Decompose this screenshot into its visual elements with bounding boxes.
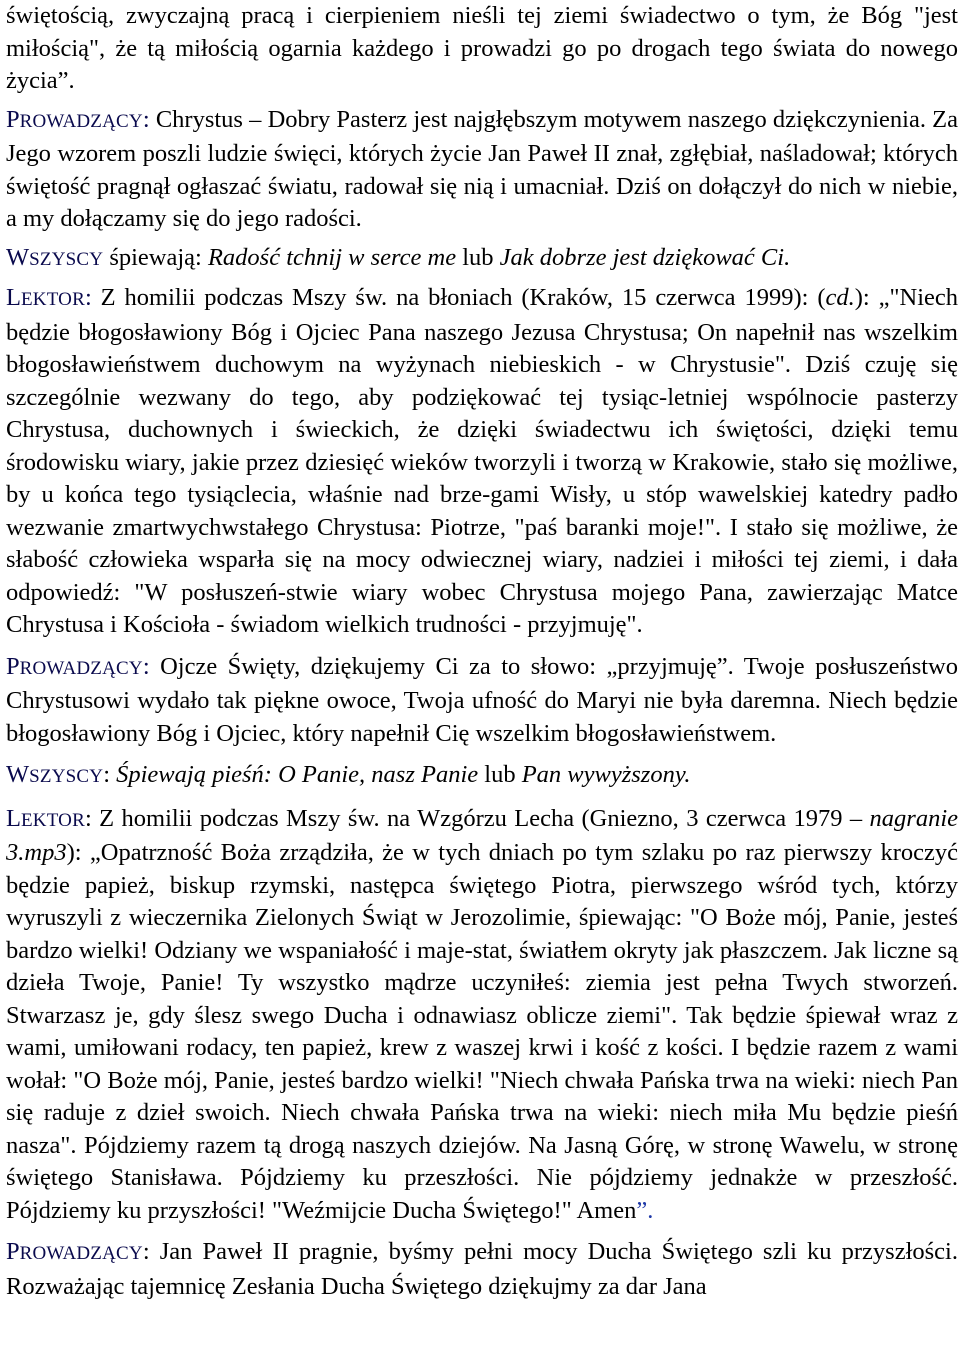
speaker-label: LEKTOR <box>6 804 85 832</box>
paragraph-prowadzacy-1 <box>6 104 958 236</box>
speaker-label: PROWADZĄCY <box>6 1238 143 1265</box>
paragraph-prowadzacy-2 <box>6 651 958 751</box>
paragraph-text: Chrystus – Dobry Pasterz jest najgłębszym motywem naszego dziękczynienia. Za Jego wzorem poszli ludzie święci, których życie Jan Paweł II znał, zgłębiał, naśladował; których świętość pragnął ogłaszać światu, radował się nią i umacniał. Dziś on dołączył do nich w niebie, a my dołączamy się do jego radości. <box>6 105 958 232</box>
paragraph-text: świętością, zwyczajną pracą i cierpieniem nieśli tej ziemi świadectwo o tym, że Bóg "jest miłością", że tą miłością ogarnia każdego i prowadzi go po drogach tego świata do nowego życia”. <box>6 2 958 94</box>
song-title: Radość tchnij w serce me <box>207 243 457 271</box>
speaker-label: PROWADZĄCY: <box>6 105 150 133</box>
paragraph-text: Ojcze Święty, dziękujemy Ci za to słowo: „przyjmuję”. Twoje posłuszeństwo Chrystusowi wydało tak piękne owoce, Twoja ufność do Maryi nie była daremna. Niech będzie błogosławiony Bóg i Ojciec, który napełnił Cię wszelkim błogosławieństwem. <box>6 652 958 747</box>
paragraph-wszyscy-1: WSZYSCY śpiewają: Radość tchnij w serce me lub Jak dobrze jest dziękować Ci. <box>6 243 791 271</box>
paragraph-lektor-2: LEKTOR: Z homilii podczas Mszy św. na Wzgórzu Lecha (Gniezno, 3 czerwca 1979 – nagranie 3.mp3): „Opatrzność Boża zrządziła, że w tych dniach po tym szlaku po raz pierwszy kroczyć będzie papież, biskup rzymski, następca świętego Piotra, pierwszego wśród tych, którzy wyruszyli z wieczernika Zielonych Świąt w Jerozolimie, śpiewając: "O Boże mój, Panie, jesteś bardzo wielki! Odziany we wspaniałość i maje-stat, światłem okryty jak płaszczem. Jak liczne są dzieła Twoje, Panie! Ty wszystko mądrze uczyniłeś: ziemia jest pełna Twych stworzeń. Stwarzasz je, gdy ślesz swego Ducha i odnawiasz oblicze ziemi". Tak będzie śpiewał wraz z wami, umiłowani rodacy, ten papież, krew z waszej krwi i kość z kości. I będzie razem z wami wołał: "O Boże mój, Panie, jesteś bardzo wielki! "Niech chwała Pańska trwa na wieki: niech Pan się raduje z dzieł swoich. Niech chwała Pańska trwa na wieki: niech miła Mu będzie pieśń nasza". Pójdziemy razem tą drogą naszych dziejów. Na Jasną Górę, w stronę Wawelu, w stronę świętego Stanisława. Pójdziemy ku przeszłości. Nie pójdziemy jednakże w przeszłość. Pójdziemy ku przyszłości! "Weźmijcie Ducha Świętego!" Amen”. <box>6 804 958 1224</box>
speaker-label: WSZYSCY <box>6 243 104 271</box>
paragraph-lektor-1: LEKTOR: Z homilii podczas Mszy św. na błoniach (Kraków, 15 czerwca 1999): (cd.): „"Niech będzie błogosławiony Bóg i Ojciec Pana naszego Jezusa Chrystusa; On napełnił nas wszelkim błogosławieństwem duchowym na wyżynach niebieskich - w Chrystusie". Dziś czuję się szczególnie wezwany do tego, aby podziękować tej tysiąc-letniej wspólnocie pasterzy Chrystusa, duchownych i świeckich, że dzięki świadectwu ich świętości, dzięki temu środowisku wiary, jakie przez dziesięć wieków tworzyli i tworzą w Krakowie, stało się możliwe, by u końca tego tysiąclecia, właśnie nad brze-gami Wisły, u stóp wawelskiej katedry padło wezwanie zmartwychwstałego Chrystusa: Piotrze, "paś baranki moje!". I stało się możliwe, że słabość człowieka wsparła się na mocy odwiecznej wiary, nadziei i miłości tej ziemi, i dała odpowiedź: "W posłuszeń-stwie wiary wobec Chrystusa mojego Pana, zawierzając Matce Chrystusa i Kościoła - świadom wielkich trudności - przyjmuję". <box>6 284 958 638</box>
paragraph-wszyscy-2: WSZYSCY: Śpiewają pieśń: O Panie, nasz Panie lub Pan wywyższony. <box>6 761 691 788</box>
song-title: Śpiewają pieśń: O Panie, nasz Panie <box>116 761 479 788</box>
speaker-label: WSZYSCY <box>6 761 104 788</box>
recording-reference: nagranie 3.mp3 <box>6 804 958 866</box>
song-title: Jak dobrze jest dziękować Ci. <box>499 243 791 271</box>
paragraph-intro <box>6 0 958 98</box>
paragraph-prowadzacy-3: PROWADZĄCY: Jan Paweł II pragnie, byśmy pełni mocy Ducha Świętego szli ku przyszłości. Rozważając tajemnicę Zesłania Ducha Świętego dziękujmy za dar Jana <box>6 1238 958 1300</box>
closing-quote: ”. <box>636 1196 654 1224</box>
song-title: Pan wywyższony. <box>521 761 691 788</box>
continuation-note: cd. <box>825 284 855 311</box>
speaker-label: PROWADZĄCY: <box>6 652 150 680</box>
speaker-label: LEKTOR: <box>6 284 92 311</box>
